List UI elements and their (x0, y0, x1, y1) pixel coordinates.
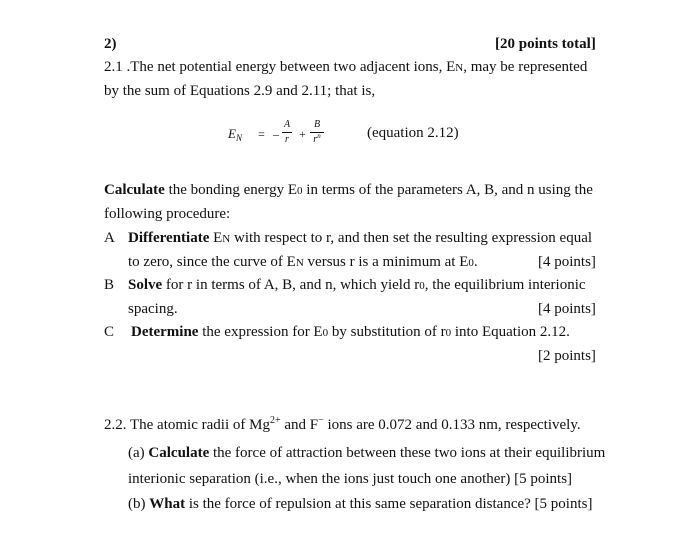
equation-equals: = (258, 127, 265, 141)
step-b-line1 (128, 278, 586, 293)
text-run: with respect to r, and then set the resulting expression equal (230, 230, 593, 246)
subscript: N (222, 233, 231, 245)
subscript: 0 (297, 185, 303, 197)
bold-keyword: Differentiate (128, 230, 210, 246)
calculate-line1 (104, 183, 593, 198)
text-run: 2.1 .The net potential energy between two adjacent ions, E (104, 59, 456, 75)
numerator: B (313, 119, 321, 130)
subscript: 0 (419, 280, 425, 292)
subscript: N (295, 257, 304, 269)
q22-part-a-line2: interionic separation (i.e., when the ions just touch one another) [5 points] (128, 471, 573, 487)
text-run: ions are 0.072 and 0.133 nm, respectively. (323, 417, 581, 433)
subscript: 0 (322, 327, 329, 339)
step-a-points: [4 points] (538, 254, 596, 270)
equation-plus: + (299, 127, 306, 141)
var-r: r (313, 134, 318, 145)
fraction-a-over-r (282, 120, 292, 145)
equation-minus: – (273, 127, 279, 141)
equation-label: (equation 2.12) (367, 125, 459, 141)
bold-keyword: Calculate (104, 182, 165, 198)
superscript: 2+ (269, 415, 281, 426)
points-total: [20 points total] (495, 36, 596, 52)
bold-keyword: What (149, 496, 186, 512)
equation-lhs (228, 126, 242, 143)
text-run: to zero, since the curve of E (128, 254, 296, 270)
step-a-letter: A (104, 230, 115, 246)
text-run: versus r is a minimum at E (303, 254, 469, 270)
text-run: (a) (128, 445, 149, 461)
text-run: (b) (128, 496, 150, 512)
q21-intro-line1 (104, 60, 587, 75)
var-e: E (228, 126, 236, 141)
text-run: the force of attraction between these two ions at their equilibrium (209, 445, 606, 461)
denominator: r (285, 134, 289, 145)
text-run: E (209, 230, 223, 246)
subscript: N (235, 133, 242, 143)
text-run: is the force of repulsion at this same separation distance? [5 points] (185, 496, 593, 512)
step-c-points: [2 points] (538, 348, 596, 364)
numerator: A (283, 119, 291, 130)
denominator (310, 132, 324, 145)
text-run: the bonding energy E (164, 182, 298, 198)
text-run: 2.2. The atomic radii of Mg (104, 417, 270, 433)
question-number: 2) (104, 36, 117, 52)
step-b-points: [4 points] (538, 301, 596, 317)
text-run: , may be represented (463, 59, 588, 75)
bold-keyword: Calculate (148, 445, 210, 461)
text-run: the expression for E (198, 324, 323, 340)
text-run: by substitution of r (328, 324, 446, 340)
text-run: for r in terms of A, B, and n, which yield r (162, 277, 420, 293)
fraction-bar (282, 132, 292, 133)
q22-part-a-line1 (128, 446, 605, 461)
bold-keyword: Solve (128, 277, 163, 293)
fraction-b-over-rn (310, 120, 324, 145)
q21-intro-line2: by the sum of Equations 2.9 and 2.11; that is, (104, 83, 376, 99)
subscript: 0 (445, 327, 452, 339)
step-c-line1 (131, 325, 570, 340)
text-run: , the equilibrium interionic (424, 277, 586, 293)
text-run: in terms of the parameters A, B, and n using the (302, 182, 593, 198)
text-run: and F (280, 417, 319, 433)
bold-keyword: Determine (131, 324, 199, 340)
step-a-line2 (128, 255, 478, 270)
subscript: 0 (468, 257, 474, 269)
step-b-line2: spacing. (128, 301, 178, 317)
text-run: into Equation 2.12. (451, 324, 570, 340)
q22-intro (104, 415, 581, 433)
q22-part-b (128, 497, 592, 512)
superscript: − (318, 415, 324, 426)
calculate-line2: following procedure: (104, 206, 231, 222)
subscript: N (455, 62, 464, 74)
step-b-letter: B (104, 277, 115, 293)
exponent: n (317, 132, 321, 140)
step-c-letter: C (104, 324, 115, 340)
text-run: . (473, 254, 478, 270)
step-a-line1 (128, 231, 592, 246)
